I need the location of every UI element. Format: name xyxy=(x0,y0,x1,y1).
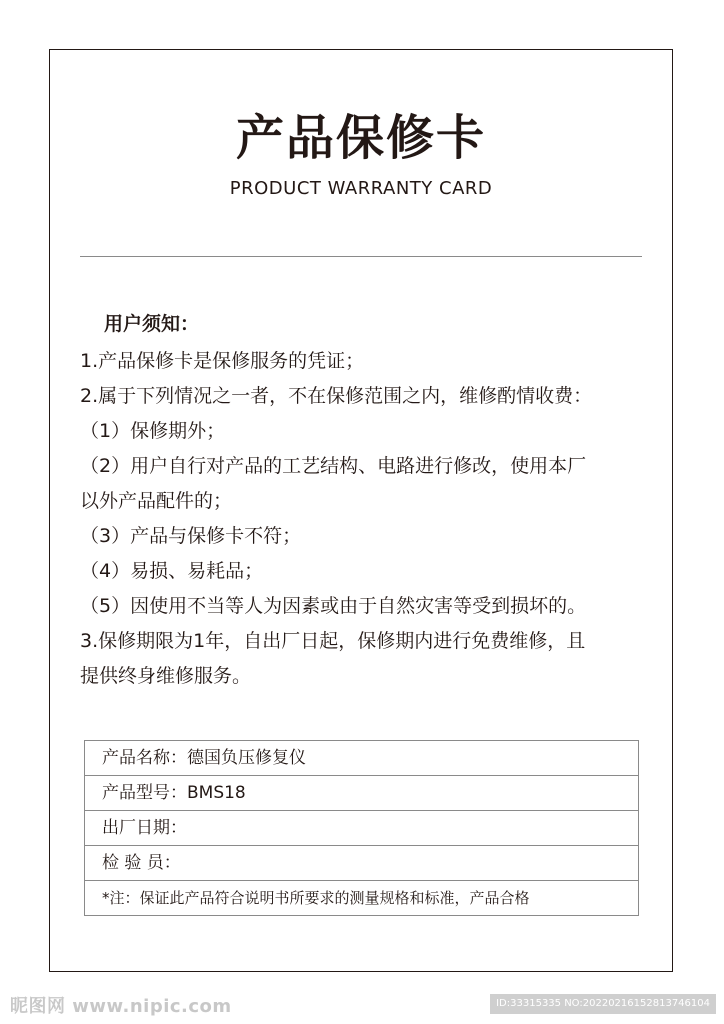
warranty-card xyxy=(49,49,673,972)
notice-line: （5）因使用不当等人为因素或由于自然灾害等受到损坏的。 xyxy=(80,595,587,617)
title-divider xyxy=(80,256,642,257)
card-subtitle: PRODUCT WARRANTY CARD xyxy=(229,178,493,199)
notice-line: 2.属于下列情况之一者，不在保修范围之内，维修酌情收费： xyxy=(80,385,593,407)
notice-line: （2）用户自行对产品的工艺结构、电路进行修改，使用本厂 xyxy=(80,455,587,477)
notice-line: 提供终身维修服务。 xyxy=(80,665,252,687)
table-row xyxy=(85,811,639,846)
notice-body xyxy=(80,344,650,694)
product-model-cell: 产品型号：BMS18 xyxy=(85,776,639,811)
product-name-cell: 产品名称：德国负压修复仪 xyxy=(85,741,639,776)
notice-line: 1.产品保修卡是保修服务的凭证； xyxy=(80,350,365,372)
note-cell: *注：保证此产品符合说明书所要求的测量规格和标准，产品合格 xyxy=(85,881,639,916)
notice-line: （3）产品与保修卡不符； xyxy=(80,525,302,547)
notice-heading: 用户须知： xyxy=(104,313,200,335)
product-info-table xyxy=(84,740,639,916)
site-watermark: 昵图网 www.nipic.com xyxy=(10,996,232,1017)
notice-line: 以外产品配件的； xyxy=(80,490,233,512)
table-row xyxy=(85,846,639,881)
notice-line: 3.保修期限为1年，自出厂日起，保修期内进行免费维修，且 xyxy=(80,630,586,652)
notice-line: （4）易损、易耗品； xyxy=(80,560,264,582)
card-title: 产品保修卡 xyxy=(235,110,486,166)
table-row xyxy=(85,776,639,811)
inspector-cell: 检 验 员： xyxy=(85,846,639,881)
id-watermark: ID:33315335 NO:20220216152813746104 xyxy=(490,994,716,1014)
table-row xyxy=(85,741,639,776)
notice-line: （1）保修期外； xyxy=(80,420,226,442)
table-row xyxy=(85,881,639,916)
factory-date-cell: 出厂日期： xyxy=(85,811,639,846)
